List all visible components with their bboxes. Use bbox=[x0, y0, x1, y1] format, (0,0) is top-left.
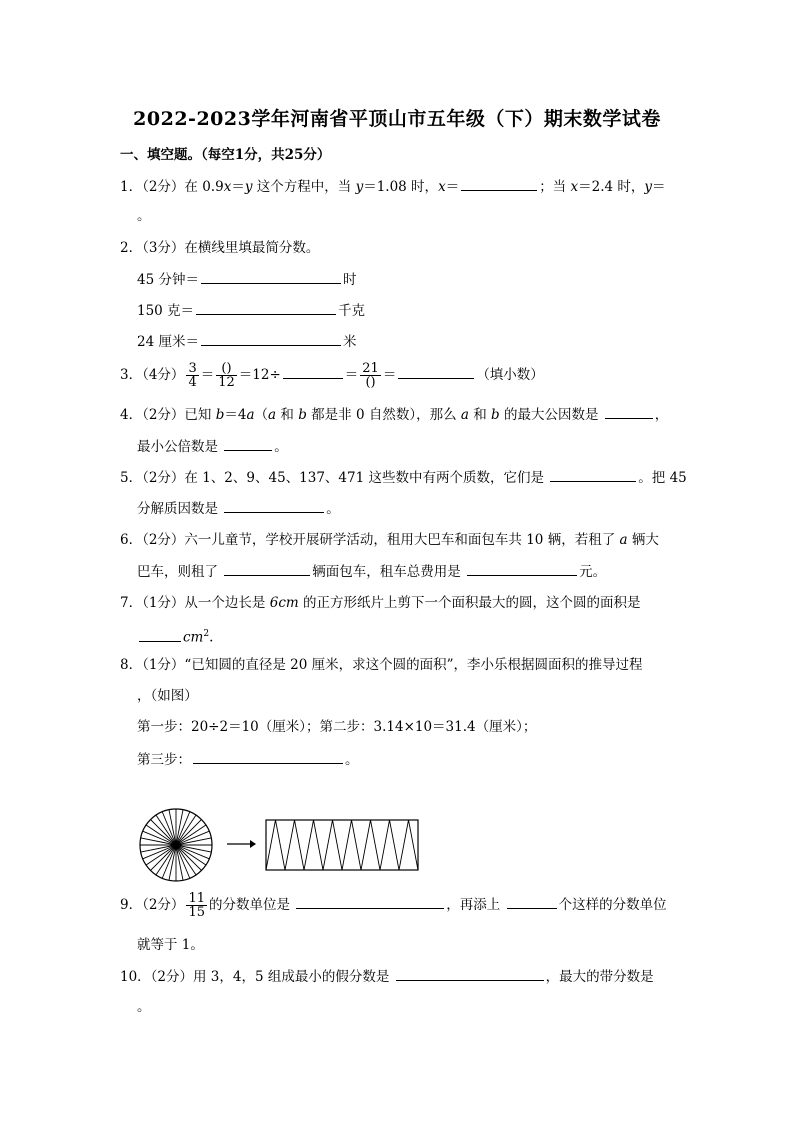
question-3: 3．（4分） $\frac{3}{4}$ ＝ $\frac{()}{12}$ ＝12÷ ＝ $\frac{21}{()}$ ＝ （填小数） bbox=[120, 361, 544, 390]
question-10-line-2: 。 bbox=[137, 999, 151, 1015]
answer-blank[interactable] bbox=[507, 894, 557, 909]
fraction: $\frac{21}{()}$ bbox=[362, 361, 379, 390]
answer-blank[interactable] bbox=[467, 561, 577, 576]
section-heading: 一、填空题。（每空1分，共25分） bbox=[120, 147, 331, 163]
answer-blank[interactable] bbox=[224, 561, 310, 576]
answer-blank[interactable] bbox=[201, 331, 341, 346]
arrow-icon bbox=[226, 838, 256, 850]
question-10: 10．（2分）用 3，4，5 组成最小的假分数是 ，最大的带分数是 bbox=[120, 966, 654, 987]
rearranged-rectangle-figure bbox=[264, 818, 420, 872]
answer-blank[interactable] bbox=[296, 894, 444, 909]
question-8-line-2: ，（如图） bbox=[137, 688, 198, 704]
question-6: 6．（2分）六一儿童节，学校开展研学活动，租用大巴车和面包车共 10 辆，若租了 a 辆大 bbox=[120, 532, 659, 548]
question-8-step-3: 第三步： 。 bbox=[137, 749, 359, 770]
answer-blank[interactable] bbox=[201, 269, 341, 284]
question-1: 1．（2分）在 0.9x＝y 这个方程中，当 y＝1.08 时，x＝ ；当 x＝2.4 时，y＝ bbox=[120, 176, 666, 197]
answer-blank[interactable] bbox=[193, 749, 343, 764]
question-4: 4．（2分）已知 b＝4a（a 和 b 都是非 0 自然数），那么 a 和 b 的最大公因数是 ， bbox=[120, 404, 668, 425]
answer-blank[interactable] bbox=[139, 627, 181, 642]
question-5-line-2: 分解质因数是 。 bbox=[137, 498, 340, 519]
answer-blank[interactable] bbox=[461, 176, 537, 191]
answer-blank[interactable] bbox=[605, 404, 653, 419]
question-6-line-2: 巴车，则租了 辆面包车，租车总费用是 元。 bbox=[137, 561, 606, 582]
question-8: 8．（1分）“已知圆的直径是 20 厘米，求这个圆的面积”，李小乐根据圆面积的推导过程 bbox=[120, 657, 643, 673]
question-1-tail: 。 bbox=[137, 208, 151, 224]
answer-blank[interactable] bbox=[196, 300, 336, 315]
answer-blank[interactable] bbox=[224, 498, 324, 513]
answer-blank[interactable] bbox=[398, 364, 474, 379]
question-9: 9．（2分） $\frac{11}{15}$ 的分数单位是 ，再添上 个这样的分数单位 bbox=[120, 891, 667, 920]
answer-blank[interactable] bbox=[224, 436, 272, 451]
answer-blank[interactable] bbox=[396, 966, 544, 981]
question-7: 7．（1分）从一个边长是 6cm 的正方形纸片上剪下一个面积最大的圆，这个圆的面积是 bbox=[120, 595, 641, 611]
question-7-line-2: $cm^2$. bbox=[137, 624, 213, 648]
question-2-line-1: 45 分钟＝ 时 bbox=[137, 269, 356, 290]
question-2-line-2: 150 克＝ 千克 bbox=[137, 300, 365, 321]
question-9-line-2: 就等于 1。 bbox=[137, 937, 204, 953]
question-4-line-2: 最小公倍数是 。 bbox=[137, 436, 288, 457]
question-5: 5．（2分）在 1、2、9、45、137、471 这些数中有两个质数，它们是 。把 45 bbox=[120, 467, 687, 488]
fraction: $\frac{3}{4}$ bbox=[188, 361, 197, 390]
circle-sectors-figure bbox=[138, 807, 214, 883]
page-title: 2022-2023学年河南省平顶山市五年级（下）期末数学试卷 bbox=[133, 108, 661, 130]
answer-blank[interactable] bbox=[283, 364, 343, 379]
answer-blank[interactable] bbox=[550, 467, 636, 482]
question-8-step-1-2: 第一步：20÷2＝10（厘米）；第二步：3.14×10＝31.4（厘米）； bbox=[137, 719, 537, 735]
fraction: $\frac{()}{12}$ bbox=[218, 361, 235, 390]
fraction: $\frac{11}{15}$ bbox=[188, 891, 205, 920]
question-2-line-3: 24 厘米＝ 米 bbox=[137, 331, 356, 352]
question-2: 2．（3分）在横线里填最简分数。 bbox=[120, 240, 320, 256]
